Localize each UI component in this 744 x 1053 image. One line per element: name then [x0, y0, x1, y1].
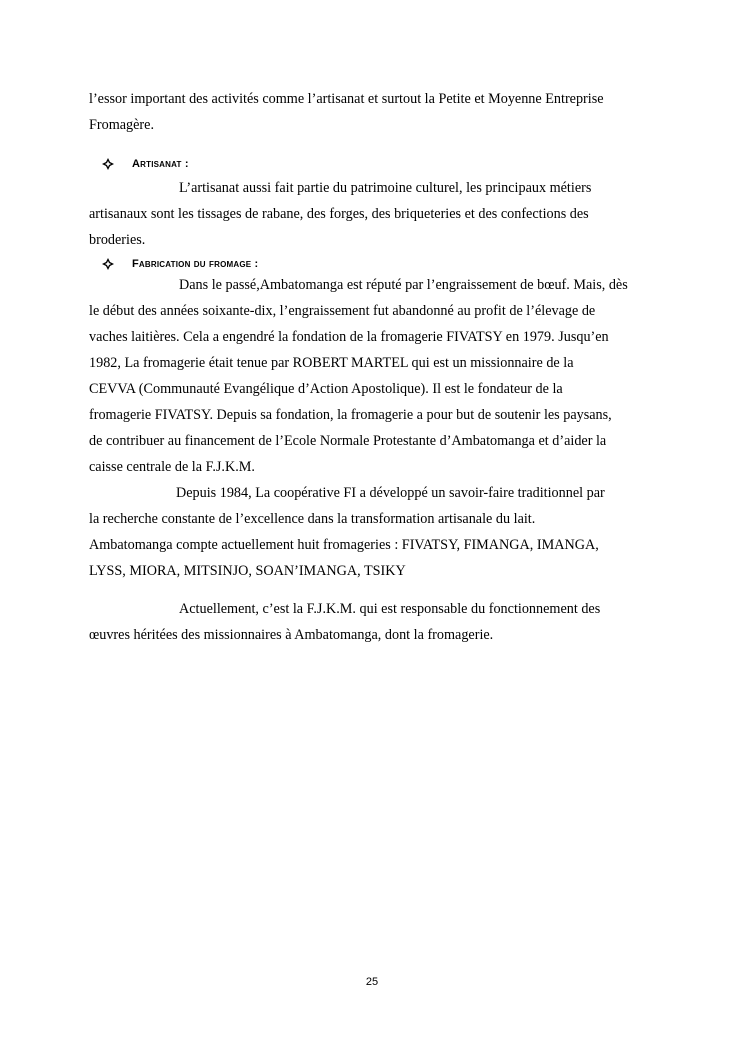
- intro-line-2: Fromagère.: [89, 117, 155, 133]
- artisanat-line-1: L’artisanat aussi fait partie du patrimoine culturel, les principaux métiers: [179, 180, 592, 196]
- fabrication-p1-line-5: CEVVA (Communauté Evangélique d’Action Apostolique). Il est le fondateur de la: [89, 381, 563, 397]
- fabrication-p1-line-1: Dans le passé,Ambatomanga est réputé par l’engraissement de bœuf. Mais, dès: [179, 277, 628, 293]
- fabrication-p3-line-1: Actuellement, c’est la F.J.K.M. qui est responsable du fonctionnement des: [179, 601, 601, 617]
- fabrication-p2-line-2: la recherche constante de l’excellence dans la transformation artisanale du lait.: [89, 511, 536, 527]
- fabrication-p3-line-2: œuvres héritées des missionnaires à Ambatomanga, dont la fromagerie.: [89, 627, 494, 643]
- fabrication-p1-line-4: 1982, La fromagerie était tenue par ROBERT MARTEL qui est un missionnaire de la: [89, 355, 574, 371]
- diamond-bullet-icon: [101, 257, 115, 271]
- section-heading-text: Fabrication du fromage :: [132, 258, 259, 270]
- artisanat-line-3: broderies.: [89, 232, 146, 248]
- fabrication-p2-line-1: Depuis 1984, La coopérative FI a développé un savoir-faire traditionnel par: [176, 485, 605, 501]
- fabrication-p2-line-4: LYSS, MIORA, MITSINJO, SOAN’IMANGA, TSIKY: [89, 563, 406, 579]
- fabrication-p1-line-8: caisse centrale de la F.J.K.M.: [89, 459, 255, 475]
- fabrication-p1-line-6: fromagerie FIVATSY. Depuis sa fondation, la fromagerie a pour but de soutenir les paysans,: [89, 407, 612, 423]
- section-heading-artisanat: [101, 157, 189, 171]
- section-heading-fabrication: [101, 257, 258, 271]
- intro-line-1: l’essor important des activités comme l’artisanat et surtout la Petite et Moyenne Entreprise: [89, 91, 604, 107]
- fabrication-p1-line-3: vaches laitières. Cela a engendré la fondation de la fromagerie FIVATSY en 1979. Jusqu’en: [89, 329, 609, 345]
- artisanat-line-2: artisanaux sont les tissages de rabane, des forges, des briqueteries et des confections des: [89, 206, 589, 222]
- diamond-bullet-icon: [101, 157, 115, 171]
- page-number: 25: [365, 976, 379, 988]
- fabrication-p1-line-7: de contribuer au financement de l’Ecole Normale Protestante d’Ambatomanga et d’aider la: [89, 433, 607, 449]
- fabrication-p1-line-2: le début des années soixante-dix, l’engraissement fut abandonné au profit de l’élevage de: [89, 303, 596, 319]
- fabrication-p2-line-3: Ambatomanga compte actuellement huit fromageries : FIVATSY, FIMANGA, IMANGA,: [89, 537, 599, 553]
- section-heading-text: Artisanat :: [132, 158, 189, 170]
